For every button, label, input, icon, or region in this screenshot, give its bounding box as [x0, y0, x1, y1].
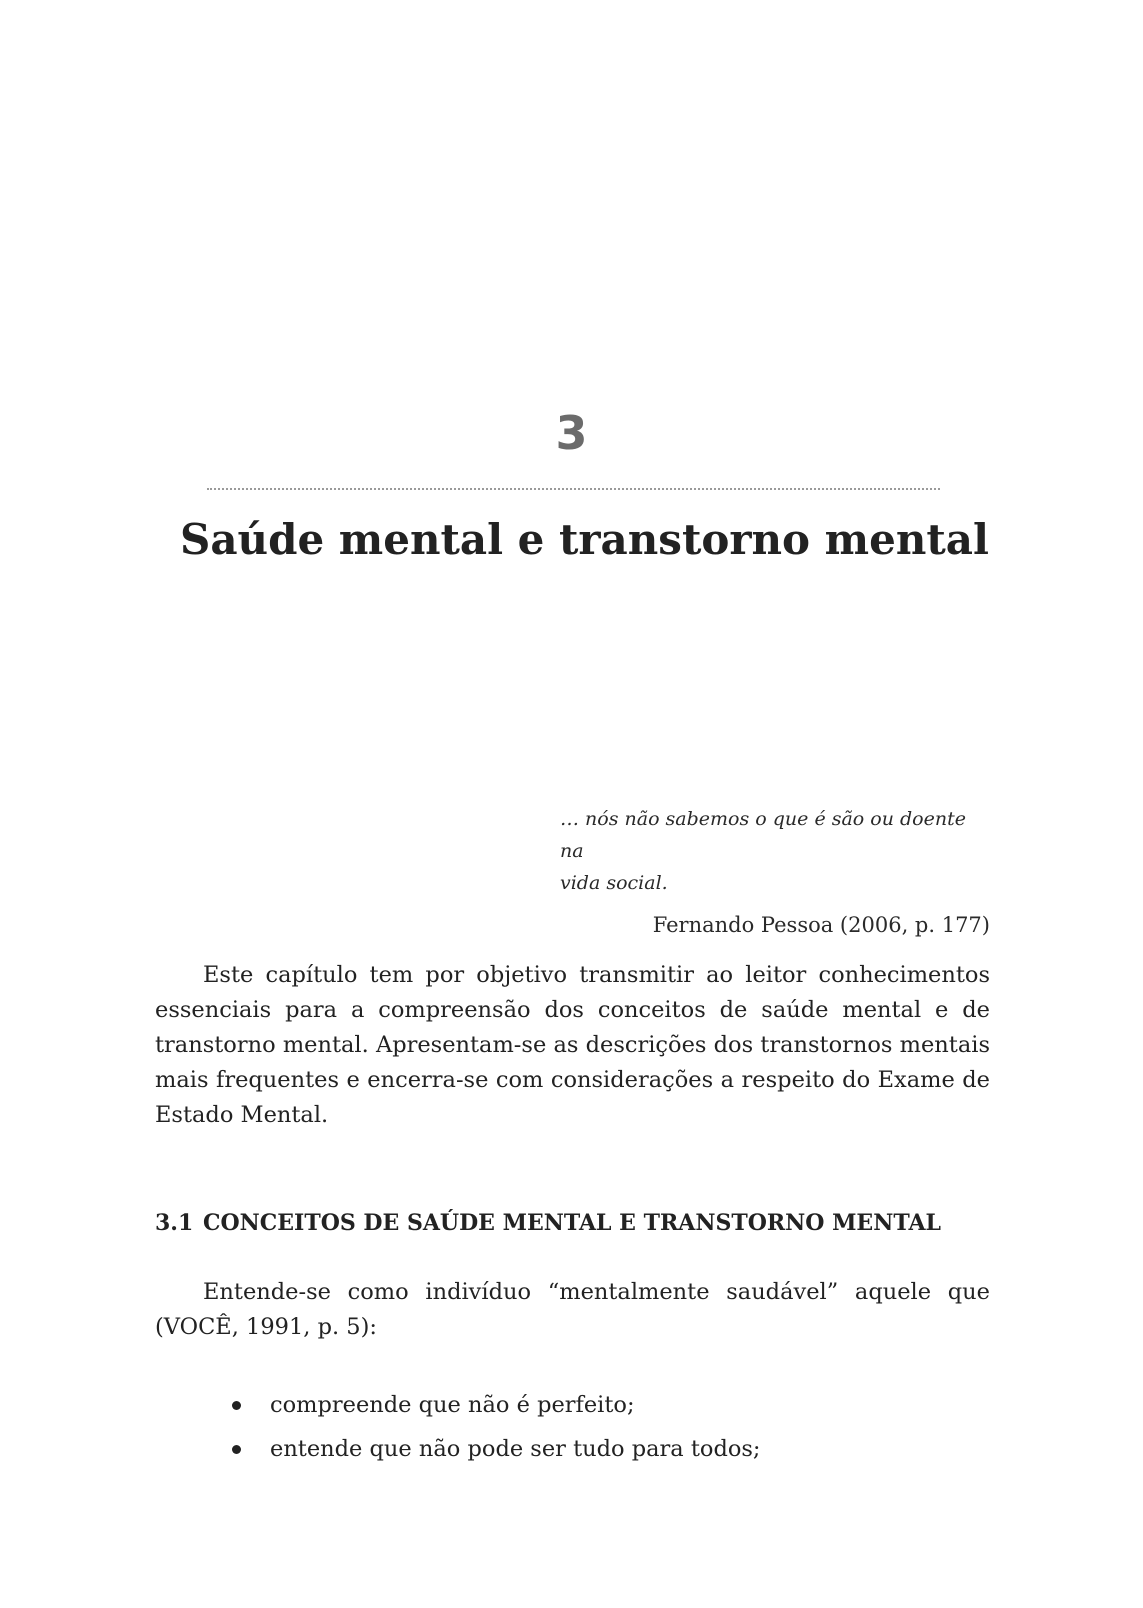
- list-item: [230, 1427, 990, 1471]
- section-number: 3.1: [155, 1210, 194, 1236]
- chapter-number: 3: [555, 406, 588, 460]
- epigraph-author: Fernando Pessoa (2006, p. 177): [652, 913, 990, 937]
- epigraph-quote: [560, 803, 990, 899]
- epigraph-quote-line-1: … nós não sabemos o que é são ou doente na: [560, 808, 966, 862]
- bullet-icon: [232, 1445, 241, 1454]
- bullet-icon: [232, 1401, 241, 1410]
- chapter-title: Saúde mental e transtorno mental: [180, 515, 989, 564]
- section-heading: [155, 1207, 990, 1239]
- section-paragraph: Entende-se como indivíduo “mentalmente saudável” aquele que (VOCÊ, 1991, p. 5):: [155, 1279, 990, 1340]
- list-item-text: compreende que não é perfeito;: [270, 1392, 635, 1418]
- list-item: [230, 1383, 990, 1427]
- list-item-text: entende que não pode ser tudo para todos;: [270, 1436, 761, 1462]
- section-heading-text: CONCEITOS DE SAÚDE MENTAL E TRANSTORNO MENTAL: [203, 1210, 942, 1236]
- epigraph: [560, 803, 990, 941]
- epigraph-quote-line-2: vida social.: [560, 872, 668, 894]
- bullet-list: [230, 1383, 990, 1471]
- dotted-divider: [207, 488, 940, 490]
- intro-paragraph: Este capítulo tem por objetivo transmitir ao leitor conhecimentos essenciais para a compreensão dos conceitos de saúde mental e de transtorno mental. Apresentam-se as descrições dos transtornos mentais mais frequentes e encerra-se com considerações a respeito do Exame de Estado Mental.: [155, 962, 990, 1128]
